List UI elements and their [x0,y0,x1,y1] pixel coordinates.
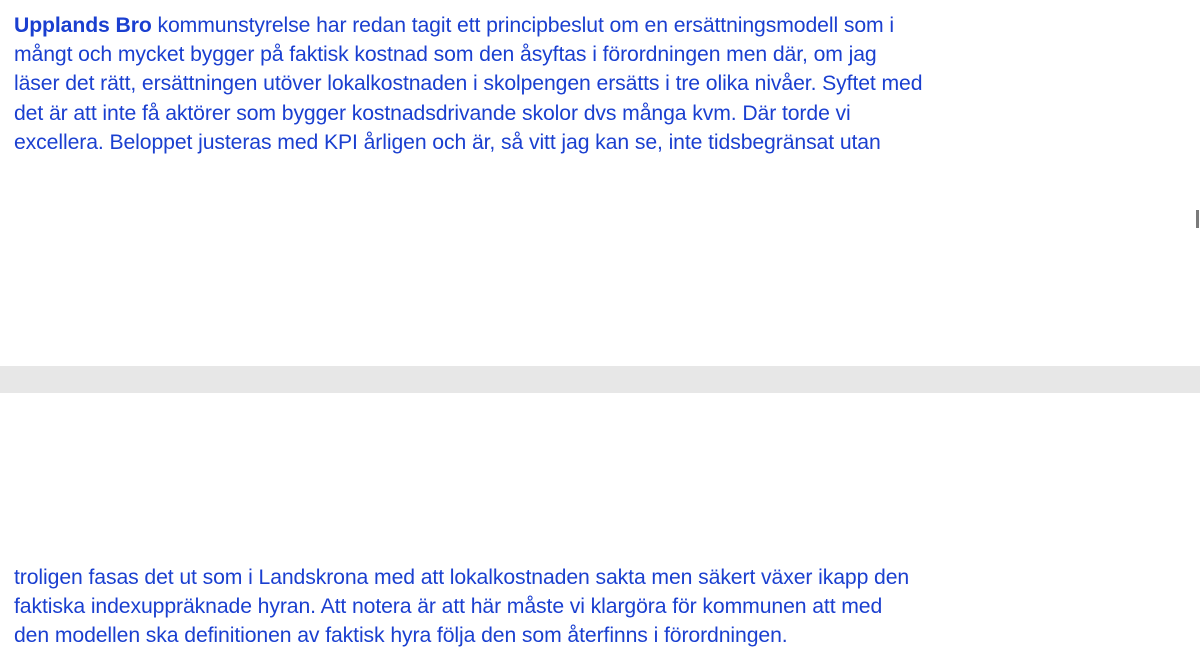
page-separator [0,366,1200,393]
text-line: excellera. Beloppet justeras med KPI årligen och är, så vitt jag kan se, inte tidsbegränsat utan [14,130,881,154]
text-line: läser det rätt, ersättningen utöver lokalkostnaden i skolpengen ersätts i tre olika nivåer. Syftet med [14,72,923,96]
text-line: faktiska indexuppräknade hyran. Att notera är att här måste vi klargöra för kommunen att med [14,595,883,619]
paragraph-continuation [14,563,1194,651]
scan-edge-mark [1196,210,1199,228]
text-line [14,11,1194,40]
text-line: troligen fasas det ut som i Landskrona med att lokalkostnaden sakta men säkert växer ikapp den [14,566,910,589]
text-line: den modellen ska definitionen av faktisk hyra följa den som återfinns i förordningen. [14,624,788,648]
text-line: det är att inte få aktörer som bygger kostnadsdrivande skolor dvs många kvm. Där torde vi [14,101,851,125]
bold-lead-text: Upplands Bro [14,14,152,37]
first-line-rest: kommunstyrelse har redan tagit ett principbeslut om en ersättningsmodell som i [151,14,894,37]
document-page-bottom [0,393,1200,665]
text-line: mångt och mycket bygger på faktisk kostnad som den åsyftas i förordningen men där, om jag [14,43,877,67]
paragraph-upplands-bro [14,11,1194,157]
